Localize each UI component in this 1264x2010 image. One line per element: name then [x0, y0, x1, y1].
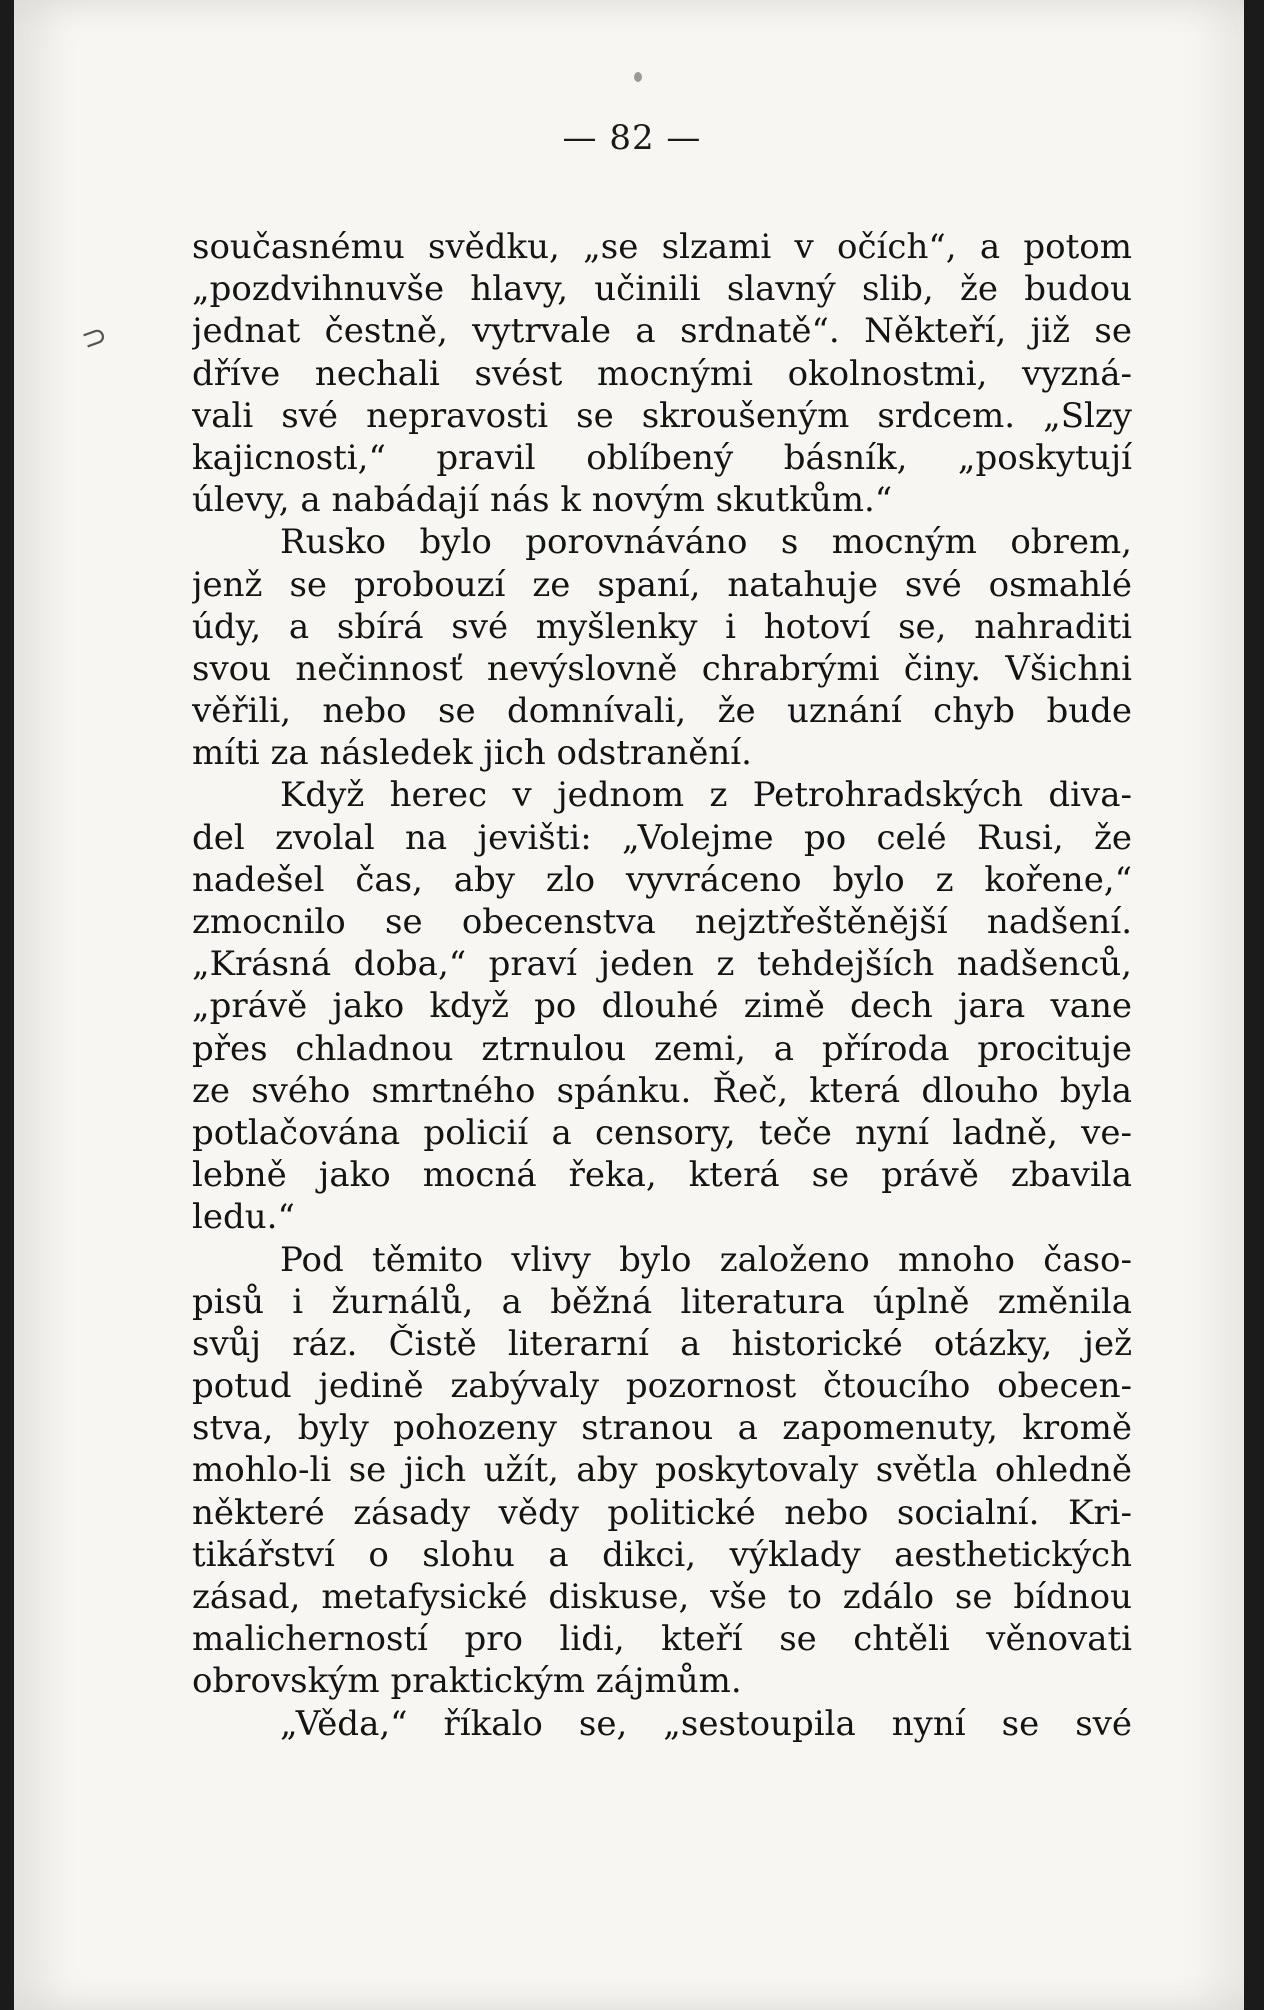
text-line: údy, a sbírá své myšlenky i hotoví se, nahraditi — [192, 606, 1132, 647]
text-line: ze svého smrtného spánku. Řeč, která dlouho byla — [192, 1070, 1132, 1111]
text-line: tikářství o slohu a dikci, výklady aesthetických — [192, 1534, 1132, 1575]
margin-pencil-mark: ⊃ — [76, 316, 113, 359]
text-line: dříve nechali svést mocnými okolnostmi, vyzná- — [192, 353, 1132, 394]
page-number: — 82 — — [562, 118, 702, 158]
text-line: jenž se probouzí ze spaní, natahuje své osmahlé — [192, 564, 1132, 605]
text-line: zmocnilo se obecenstva nejztřeštěnější nadšení. — [192, 902, 1132, 942]
body-text — [192, 226, 1132, 1745]
text-line: úlevy, a nabádají nás k novým skutkům.“ — [192, 480, 893, 521]
text-line: „pozdvihnuvše hlavy, učinili slavný slib, že budou — [192, 269, 1132, 310]
text-line: Pod těmito vlivy bylo založeno mnoho časo- — [280, 1239, 1132, 1280]
text-line: svou nečinnosť nevýslovně chrabrými činy. Všichni — [192, 648, 1132, 689]
text-line: potud jedině zabývaly pozornost čtoucího obecen- — [192, 1366, 1132, 1407]
ink-speck — [634, 72, 642, 82]
text-line: stva, byly pohozeny stranou a zapomenuty, kromě — [192, 1408, 1132, 1449]
text-line: jednat čestně, vytrvale a srdnatě“. Někteří, již se — [192, 311, 1132, 352]
text-line: zásad, metafysické diskuse, vše to zdálo se bídnou — [192, 1577, 1132, 1617]
text-line: „právě jako když po dlouhé zimě dech jara vane — [192, 986, 1132, 1027]
text-line: ledu.“ — [192, 1197, 295, 1238]
text-line: přes chladnou ztrnulou zemi, a příroda procituje — [192, 1028, 1132, 1069]
text-line: pisů i žurnálů, a běžná literatura úplně změnila — [192, 1281, 1132, 1322]
text-line: nadešel čas, aby zlo vyvráceno bylo z kořene,“ — [192, 859, 1132, 900]
text-line: vali své nepravosti se skroušeným srdcem. „Slzy — [192, 395, 1132, 436]
text-line: mohlo-li se jich užít, aby poskytovaly světla ohledně — [192, 1450, 1132, 1491]
text-line: del zvolal na jevišti: „Volejme po celé Rusi, že — [192, 817, 1132, 858]
text-line: lebně jako mocná řeka, která se právě zbavila — [192, 1155, 1132, 1196]
text-line: současnému svědku, „se slzami v očích“, a potom — [192, 227, 1132, 267]
text-line: „Krásná doba,“ praví jeden z tehdejších nadšenců, — [192, 944, 1132, 985]
text-line: Rusko bylo porovnáváno s mocným obrem, — [280, 522, 1132, 563]
text-line: obrovským praktickým zájmům. — [192, 1661, 742, 1702]
text-line: Když herec v jednom z Petrohradských diva- — [280, 775, 1132, 816]
text-line: malicherností pro lidi, kteří se chtěli věnovati — [192, 1619, 1132, 1660]
text-line: potlačována policií a censory, teče nyní ladně, ve- — [192, 1112, 1132, 1153]
text-line: svůj ráz. Čistě literarní a historické otázky, jež — [192, 1323, 1132, 1364]
text-line: kajicnosti,“ pravil oblíbený básník, „poskytují — [192, 437, 1132, 478]
text-line: míti za následek jich odstranění. — [192, 733, 752, 774]
text-line: „Věda,“ říkalo se, „sestoupila nyní se své — [280, 1703, 1132, 1744]
text-line: věřili, nebo se domnívali, že uznání chyb bude — [192, 691, 1132, 732]
text-line: některé zásady vědy politické nebo socialní. Kri- — [192, 1492, 1132, 1533]
